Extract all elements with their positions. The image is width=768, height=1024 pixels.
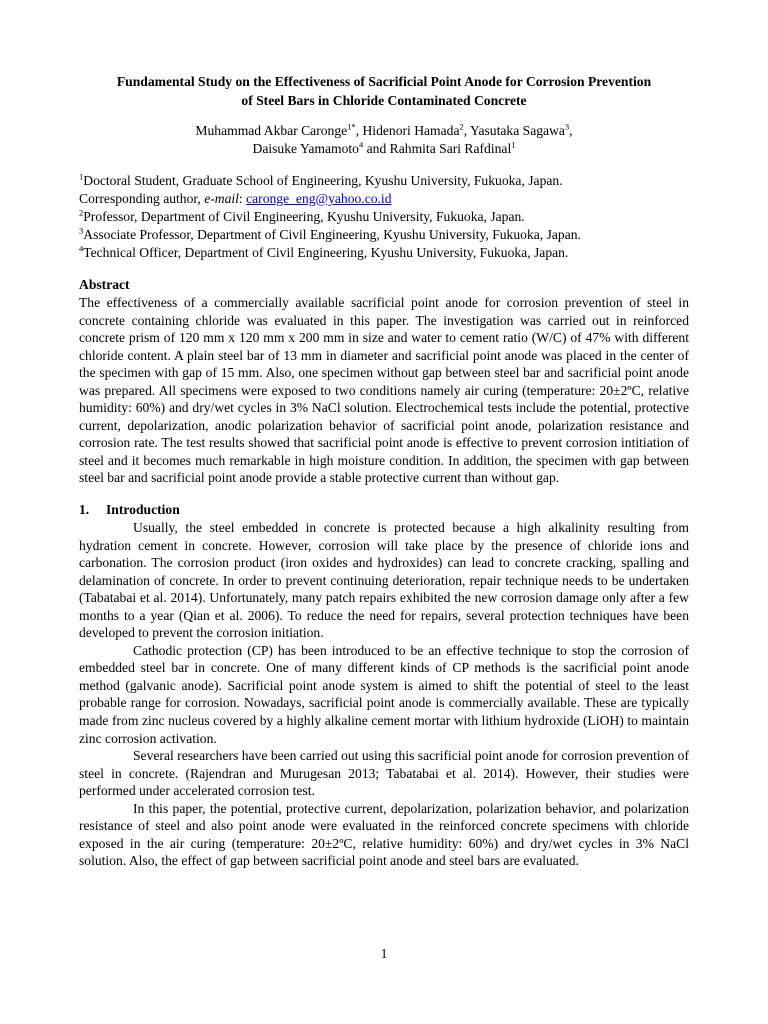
affiliations — [79, 172, 689, 262]
author-name: Yasutaka Sagawa — [470, 123, 565, 138]
affiliation-4: $^4$Technical Officer, Department of Civil Engineering, Kyushu University, Fukuoka, Japan. — [79, 243, 569, 260]
abstract-heading: Abstract — [79, 277, 130, 292]
email-link[interactable]: caronge_eng@yahoo.co.id — [246, 191, 392, 206]
author-name: Hidenori Hamada — [362, 123, 460, 138]
author-name: Daisuke Yamamoto — [252, 141, 359, 156]
author-name: Rahmita Sari Rafdinal — [389, 141, 512, 156]
intro-paragraph-3: Several researchers have been carried out using this sacrificial point anode for corrosion prevention of steel in concrete. (Rajendran and Murugesan 2013; Tabatabai et al. 2014). However, their studies were performed under accelerated corrosion test. — [79, 748, 689, 799]
affiliation-2: $^2$Professor, Department of Civil Engineering, Kyushu University, Fukuoka, Japan. — [79, 207, 525, 224]
author-affil-mark: 3 — [564, 121, 570, 132]
title-line-2: of Steel Bars in Chloride Contaminated Concrete — [241, 93, 527, 108]
affiliation-3: $^3$Associate Professor, Department of Civil Engineering, Kyushu University, Fukuoka, Japan. — [79, 225, 581, 242]
title-line-1: Fundamental Study on the Effectiveness of Sacrificial Point Anode for Corrosion Prevention — [116, 74, 652, 89]
author-affil-mark: 2 — [459, 121, 464, 132]
intro-paragraph-1: Usually, the steel embedded in concrete is protected because a high alkalinity resulting from hydration cement in concrete. However, corrosion will take place by the presence of chloride ions and carbonation. The corrosion product (iron oxides and hydroxides) can lead to concrete cracking, spalling and delamination of concrete. In order to prevent continuing deterioration, repair technique needs to be undertaken (Tabatabai et al. 2014). Unfortunately, many patch repairs exhibited the new corrosion damage only after a few months to a year (Qian et al. 2006). To reduce the need for repairs, several protection techniques have been developed to prevent the corrosion initiation. — [79, 520, 689, 641]
abstract-text: The effectiveness of a commercially available sacrificial point anode for corrosion prevention of steel in concrete containing chloride was evaluated in this paper. The investigation was carried out in reinforced concrete prism of 120 mm x 120 mm x 200 mm in size and water to cement ratio (W/C) of 47% with different chloride content. A plain steel bar of 13 mm in diameter and sacrificial point anode was placed in the center of the specimen with gap of 15 mm. Also, one specimen without gap between steel bar and sacrificial point anode was prepared. All specimens were exposed to two conditions namely air curing (temperature: 20±2ºC, relative humidity: 60%) and dry/wet cycles in 3% NaCl solution. Electrochemical tests include the potential, protective current, depolarization, anodic polarization behavior of sacrificial point anode, polarization resistance and corrosion rate. The test results showed that sacrificial point anode is effective to prevent corrosion intitiation of steel and it becomes much remarkable in high moisture condition. In addition, the specimen with gap between steel bar and sacrificial point anode provide a stable protective current than without gap. — [79, 295, 689, 486]
author-affil-mark: 1* — [347, 121, 356, 132]
author-affil-mark: 1 — [511, 139, 516, 150]
intro-paragraph-2: Cathodic protection (CP) has been introduced to be an effective technique to stop the corrosion of embedded steel bar in concrete. One of many different kinds of CP methods is the sacrificial point anode method (galvanic anode). Sacrificial point anode system is aimed to shift the potential of steel to the least probable range for corrosion. Nowadays, sacrificial point anode is commercially available. These are typically made from zinc nucleus covered by a highly alkaline cement mortar with lithium hydroxide (LiOH) to maintain zinc corrosion activation. — [79, 642, 689, 746]
affiliation-1: $^1$Doctoral Student, Graduate School of Engineering, Kyushu University, Fukuoka, Japan. — [79, 171, 563, 188]
paper-page — [79, 72, 689, 870]
section-title: Introduction — [106, 502, 180, 518]
section-number: 1. — [79, 502, 90, 518]
introduction-heading — [79, 501, 689, 519]
page-number: 1 — [380, 946, 388, 961]
author-affil-mark: 4 — [358, 139, 364, 150]
paper-title — [79, 72, 689, 110]
corresponding-author: Corresponding author, e-mail: caronge_eng@yahoo.co.id — [79, 191, 392, 206]
author-name: Muhammad Akbar Caronge — [195, 123, 348, 138]
author-list: Muhammad Akbar Caronge$^{1*}$, Hidenori Hamada$^2$, Yasutaka Sagawa$^3$, Daisuke Yamamoto$^4$ and Rahmita Sari Rafdinal$^1$ — [195, 121, 573, 156]
intro-paragraph-4: In this paper, the potential, protective current, depolarization, polarization behavior, and polarization resistance of steel and also point anode were evaluated in the reinforced concrete specimens with chloride exposed in the air curing (temperature: 20±2ºC, relative humidity: 60%) and dry/wet cycles in 3% NaCl solution. Also, the effect of gap between sacrificial point anode and steel bars are evaluated. — [79, 800, 689, 869]
